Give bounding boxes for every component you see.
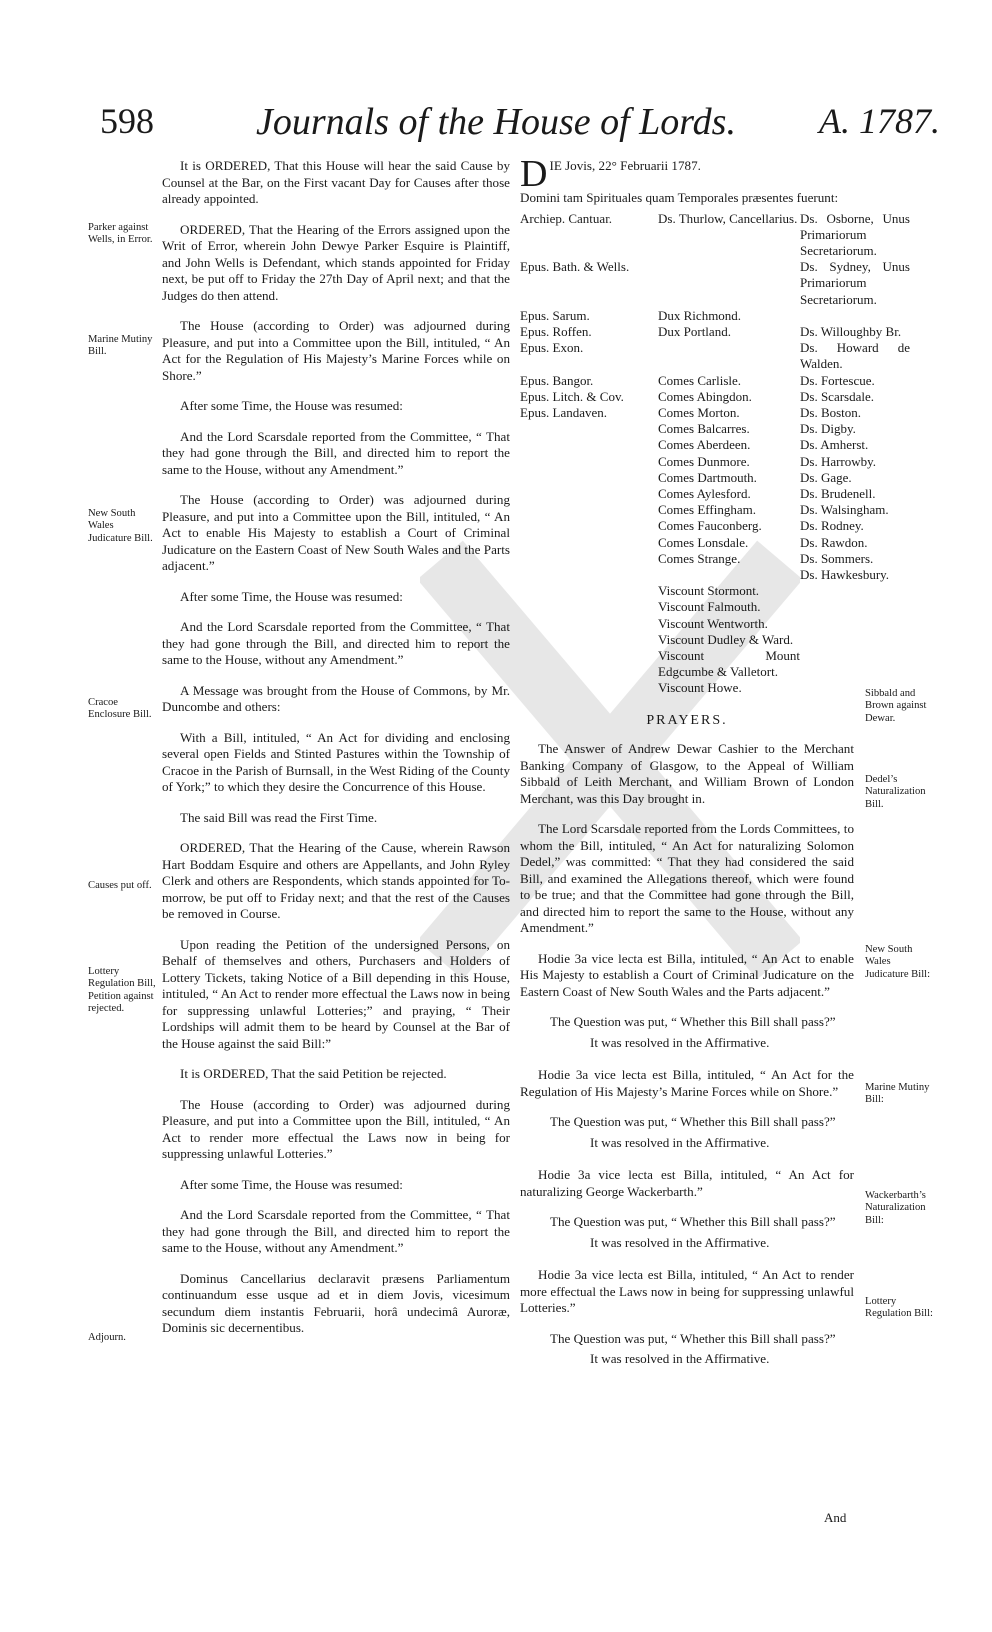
paragraph: The House (according to Order) was adjourned during Pleasure, and put into a Committee upon the Bill, intituled, “ An Act to render more effectual the Laws now in being for suppressing unlawful Lotteries.” bbox=[162, 1096, 510, 1161]
margin-note-sibbald-brown: Sibbald and Brown against Dewar. bbox=[865, 688, 927, 724]
attendance-entry: Dux Portland. bbox=[658, 323, 731, 339]
attendance-entry: Ds. Rodney. bbox=[800, 518, 864, 534]
attendance-entry: Ds. Thurlow, Cancellarius. bbox=[658, 210, 798, 226]
attendance-entry bbox=[520, 437, 658, 453]
attendance-entry bbox=[520, 470, 658, 486]
question-line: The Question was put, “ Whether this Bill shall pass?” bbox=[550, 1214, 836, 1230]
paragraph: With a Bill, intituled, “ An Act for dividing and enclosing several open Fields and Stinted Pastures within the Township of Cracoe in the Parish of Burnsall, in the West Riding of the County of York;” to which they desire the Concurrence of this House. bbox=[162, 729, 510, 794]
paragraph: And the Lord Scarsdale reported from the Committee, “ That they had gone through the Bill, and directed him to report the same to the House, without any Amendment.” bbox=[162, 1207, 510, 1255]
prayers-heading: PRAYERS. bbox=[646, 712, 728, 728]
paragraph: Hodie 3a vice lecta est Billa, intituled, “ An Act for the Regulation of His Majesty’s Marine Forces while on Shore.” bbox=[520, 1067, 854, 1099]
attendance-entry bbox=[520, 535, 658, 551]
attendance-entry: Viscount Stormont. bbox=[658, 583, 760, 599]
attendance-entry bbox=[520, 648, 658, 680]
margin-note-nsw-judicature-right: New South Wales Judicature Bill: bbox=[865, 944, 931, 980]
attendance-entry: Ds. Willoughby Br. bbox=[800, 323, 902, 339]
attendance-entry: Epus. Litch. & Cov. bbox=[520, 388, 624, 404]
attendance-entry bbox=[520, 518, 658, 534]
attendance-entry bbox=[520, 583, 658, 599]
attendance-entry: Epus. Bath. & Wells. bbox=[520, 259, 630, 275]
attendance-entry bbox=[800, 583, 910, 599]
attendance-entry bbox=[520, 567, 658, 583]
running-title: Journals of the House of Lords. bbox=[256, 101, 736, 143]
attendance-entry: Ds. Osborne, Unus Primariorum Secretariorum. bbox=[800, 210, 910, 258]
catchword: And bbox=[824, 1510, 847, 1525]
attendance-entry bbox=[520, 454, 658, 470]
attendance-entry bbox=[658, 259, 800, 308]
margin-note-dedel: Dedel’s Naturalization Bill. bbox=[865, 774, 926, 810]
attendance-entry: Viscount Falmouth. bbox=[658, 599, 761, 615]
paragraph: The House (according to Order) was adjourned during Pleasure, and put into a Committee upon the Bill, intituled, “ An Act for the Regulation of His Majesty’s Marine Forces while on Shore.” bbox=[162, 318, 510, 383]
attendance-entry: Ds. Amherst. bbox=[800, 437, 869, 453]
attendance-entry: Epus. Sarum. bbox=[520, 307, 590, 323]
attendance-entry: Ds. Rawdon. bbox=[800, 534, 868, 550]
paragraph: It is ORDERED, That this House will hear the said Cause by Counsel at the Bar, on the First vacant Day for Causes after those already appointed. bbox=[162, 158, 510, 206]
attendance-entry: Comes Carlisle. bbox=[658, 372, 742, 388]
paragraph: After some Time, the House was resumed: bbox=[180, 1176, 403, 1192]
margin-note-marine-mutiny-right: Marine Mutiny Bill: bbox=[865, 1082, 930, 1106]
attendance-entry: Ds. Gage. bbox=[800, 469, 852, 485]
margin-note-wackerbarth: Wackerbarth’s Naturalization Bill: bbox=[865, 1190, 926, 1226]
attendance-entry: Epus. Exon. bbox=[520, 340, 584, 356]
resolved-line: It was resolved in the Affirmative. bbox=[590, 1034, 770, 1050]
attendance-entry bbox=[658, 567, 800, 583]
attendance-entry: Dux Richmond. bbox=[658, 307, 742, 323]
attendance-entry: Ds. Digby. bbox=[800, 421, 856, 437]
attendance-entry bbox=[520, 486, 658, 502]
attendance-entry: Ds. Sommers. bbox=[800, 550, 874, 566]
question-line: The Question was put, “ Whether this Bill shall pass?” bbox=[550, 1114, 836, 1130]
paragraph: And the Lord Scarsdale reported from the Committee, “ That they had gone through the Bill, and directed him to report the same to the House, without any Amendment.” bbox=[162, 619, 510, 667]
question-line: The Question was put, “ Whether this Bill shall pass?” bbox=[550, 1330, 836, 1346]
attendance-entry: Ds. Hawkesbury. bbox=[800, 566, 890, 582]
paragraph: Dominus Cancellarius declaravit præsens Parliamentum continuandum esse usque ad et in diem Jovis, vicesimum secundum diem instantis Februarii, horâ undecimâ Auroræ, Dominis sic decernentibus. bbox=[162, 1270, 510, 1335]
margin-note-lottery-right: Lottery Regulation Bill: bbox=[865, 1296, 933, 1320]
paragraph: A Message was brought from the House of Commons, by Mr. Duncombe and others: bbox=[162, 682, 510, 714]
attendance-entry: Epus. Bangor. bbox=[520, 372, 594, 388]
left-column bbox=[162, 158, 510, 1351]
attendance-entry: Ds. Fortescue. bbox=[800, 372, 875, 388]
resolved-line: It was resolved in the Affirmative. bbox=[590, 1351, 770, 1367]
question-line: The Question was put, “ Whether this Bill shall pass?” bbox=[550, 1014, 836, 1030]
paragraph: Hodie 3a vice lecta est Billa, intituled, “ An Act to enable His Majesty to establish a Court of Criminal Judicature on the Eastern Coast of New South Wales and the Parts adjacent.” bbox=[520, 950, 854, 999]
paragraph: The Lord Scarsdale reported from the Lords Committees, to whom the Bill, intituled, “ An Act for naturalizing Solomon Dedel,” was committed: “ That they had considered the said Bill, and examined the Allegations thereof, which were found to be true; and that the Committee had gone through the Bill, and directed him to report the same to the House, without any Amendment.” bbox=[520, 821, 854, 936]
paragraph: ORDERED, That the Hearing of the Cause, wherein Rawson Hart Boddam Esquire and others are Appellants, and John Ryley Clerk and others are Respondents, which stands appointed for To-morrow, be put off to Friday next; and that the rest of the Causes be removed in Course. bbox=[162, 840, 510, 921]
attendance-entry bbox=[520, 599, 658, 615]
attendance-entry: Archiep. Cantuar. bbox=[520, 210, 613, 226]
attendance-entry: Ds. Howard de Walden. bbox=[800, 340, 910, 372]
margin-note-nsw-judicature: New South Wales Judicature Bill. bbox=[88, 508, 153, 544]
paragraph: After some Time, the House was resumed: bbox=[180, 588, 403, 604]
page-number: 598 bbox=[100, 101, 154, 141]
attendance-entry: Comes Dartmouth. bbox=[658, 469, 757, 485]
sitting-date bbox=[520, 153, 854, 195]
attendance-entry bbox=[520, 421, 658, 437]
paragraph: After some Time, the House was resumed: bbox=[180, 398, 403, 413]
attendance-entry: Ds. Boston. bbox=[800, 404, 862, 420]
attendance-entry: Comes Morton. bbox=[658, 404, 740, 420]
margin-note-marine-mutiny: Marine Mutiny Bill. bbox=[88, 334, 153, 358]
present-line: Domini tam Spirituales quam Temporales præsentes fuerunt: bbox=[520, 190, 839, 205]
attendance-entry: Comes Aberdeen. bbox=[658, 437, 751, 453]
attendance-entry: Ds. Brudenell. bbox=[800, 485, 876, 501]
attendance-entry: Comes Effingham. bbox=[658, 502, 756, 518]
year-heading: A. 1787. bbox=[819, 101, 940, 141]
attendance-entry bbox=[520, 551, 658, 567]
attendance-entry bbox=[520, 632, 658, 648]
attendance-entry: Comes Abingdon. bbox=[658, 388, 752, 404]
paragraph: And the Lord Scarsdale reported from the Committee, “ That they had gone through the Bill, and directed him to report the same to the House, without any Amendment.” bbox=[162, 428, 510, 477]
attendance-entry bbox=[520, 502, 658, 518]
paragraph: The said Bill was read the First Time. bbox=[180, 809, 378, 825]
attendance-entry: Ds. Walsingham. bbox=[800, 502, 889, 518]
attendance-entry: Viscount Mount Edgcumbe & Valletort. bbox=[658, 647, 800, 680]
margin-note-adjourn: Adjourn. bbox=[88, 1332, 126, 1343]
date-line: IE Jovis, 22° Februarii 1787. bbox=[549, 158, 701, 173]
paragraph: The Answer of Andrew Dewar Cashier to the Merchant Banking Company of Glasgow, to the Appeal of William Sibbald of Leith Merchant, and William Brown of London Merchant, was this Day brought in. bbox=[520, 741, 854, 806]
paragraph: The House (according to Order) was adjourned during Pleasure, and put into a Committee upon the Bill, intituled, “ An Act to enable His Majesty to establish a Court of Criminal Judicature on the Eastern Coast of New South Wales and the Parts adjacent.” bbox=[162, 492, 510, 573]
attendance-entry: Viscount Dudley & Ward. bbox=[658, 631, 794, 647]
attendance-entry bbox=[800, 308, 910, 324]
attendance-entry bbox=[800, 648, 910, 680]
attendance-entry bbox=[520, 680, 658, 696]
margin-note-lottery-petition: Lottery Regulation Bill, Petition against rejected. bbox=[88, 966, 156, 1015]
attendance-entry bbox=[800, 616, 910, 632]
paragraph: Hodie 3a vice lecta est Billa, intituled, “ An Act for naturalizing George Wackerbarth.” bbox=[520, 1167, 854, 1199]
resolved-line: It was resolved in the Affirmative. bbox=[590, 1134, 770, 1150]
attendance-entry: Comes Strange. bbox=[658, 550, 741, 566]
attendance-entry: Comes Lonsdale. bbox=[658, 534, 749, 550]
attendance-list bbox=[520, 211, 920, 697]
attendance-entry bbox=[520, 616, 658, 632]
attendance-entry: Comes Aylesford. bbox=[658, 485, 751, 501]
margin-note-causes-put-off: Causes put off. bbox=[88, 880, 152, 891]
attendance-entry bbox=[800, 632, 910, 648]
attendance-entry: Comes Balcarres. bbox=[658, 421, 750, 437]
attendance-entry: Ds. Sydney, Unus Primariorum Secretariorum. bbox=[800, 259, 910, 307]
attendance-entry: Viscount Howe. bbox=[658, 680, 742, 696]
attendance-entry: Comes Fauconberg. bbox=[658, 518, 762, 534]
attendance-entry: Viscount Wentworth. bbox=[658, 615, 768, 631]
attendance-entry bbox=[658, 340, 800, 372]
margin-note-cracoe-enclosure: Cracoe Enclosure Bill. bbox=[88, 697, 152, 721]
margin-note-parker-wells: Parker against Wells, in Error. bbox=[88, 222, 153, 246]
paragraph: ORDERED, That the Hearing of the Errors assigned upon the Writ of Error, wherein John Dewye Parker Esquire is Plaintiff, and John Wells is Defendant, which stands appointed for Friday next, be put off to Friday the 27th Day of April next; and that the Judges do then attend. bbox=[162, 221, 510, 303]
resolved-line: It was resolved in the Affirmative. bbox=[590, 1234, 770, 1250]
attendance-entry: Epus. Landaven. bbox=[520, 404, 608, 420]
attendance-entry bbox=[800, 599, 910, 615]
attendance-entry: Epus. Roffen. bbox=[520, 323, 592, 339]
drop-cap: D bbox=[520, 153, 548, 195]
attendance-entry: Ds. Harrowby. bbox=[800, 453, 877, 469]
paragraph: Upon reading the Petition of the undersigned Persons, on Behalf of themselves and others, Purchasers and Holders of Lottery Tickets, taking Notice of a Bill depending in this House, intituled, “ An Act to render more effectual the Laws now in being for suppressing unlawful Lotteries;” and praying, “ Their Lordships will admit them to be heard by Counsel at the Bar of the House against the said Bill:” bbox=[162, 936, 510, 1051]
paragraph: Hodie 3a vice lecta est Billa, intituled, “ An Act to render more effectual the Laws now in being for suppressing unlawful Lotteries.” bbox=[520, 1267, 854, 1316]
paragraph: It is ORDERED, That the said Petition be rejected. bbox=[180, 1066, 447, 1081]
attendance-entry: Ds. Scarsdale. bbox=[800, 388, 875, 404]
attendance-entry: Comes Dunmore. bbox=[658, 453, 750, 469]
